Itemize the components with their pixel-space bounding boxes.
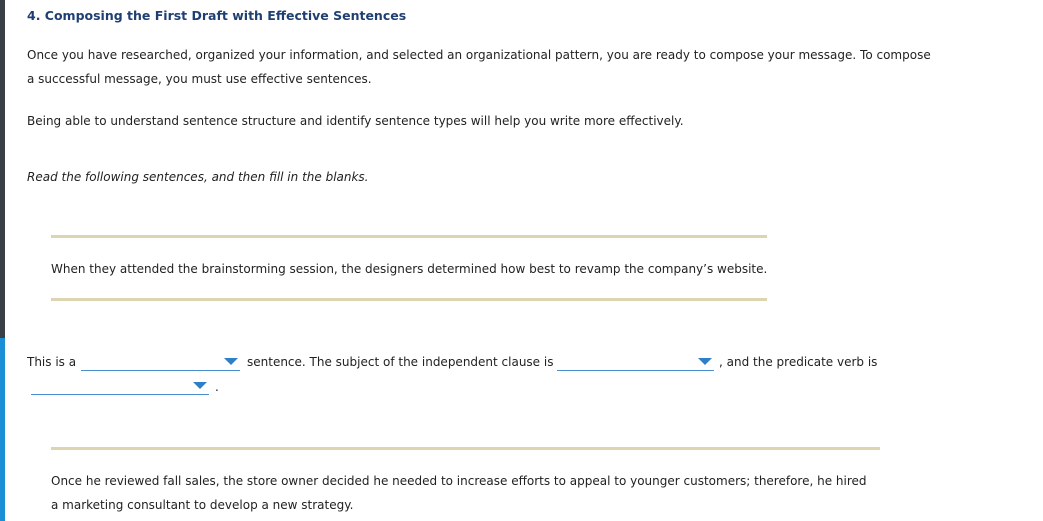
instruction-text: Read the following sentences, and then fill in the blanks.: [27, 170, 369, 184]
left-sidebar-strip: [0, 0, 5, 521]
sentence-structure-note: Being able to understand sentence structure and identify sentence types will help you write more effectively.: [27, 114, 684, 128]
question2-line-1: Once he reviewed fall sales, the store owner decided he needed to increase efforts to appeal to younger customers; therefore, he hired: [51, 474, 867, 488]
question2-line-2: a marketing consultant to develop a new strategy.: [51, 498, 354, 512]
left-sidebar-accent: [0, 338, 5, 521]
quote-top-divider: [51, 447, 880, 450]
caret-down-icon: [193, 382, 207, 389]
subject-dropdown[interactable]: [557, 354, 714, 371]
intro-paragraph: [27, 43, 931, 91]
caret-down-icon: [698, 358, 712, 365]
question1-prefix: This is a: [27, 355, 77, 369]
question2-sentence: [51, 469, 867, 517]
caret-down-icon: [224, 358, 238, 365]
question1-end: .: [215, 380, 219, 394]
question1-middle: sentence. The subject of the independent clause is: [247, 355, 554, 369]
question1-suffix: , and the predicate verb is: [719, 355, 878, 369]
quote-bottom-divider: [51, 298, 767, 301]
intro-line-2: a successful message, you must use effective sentences.: [27, 72, 372, 86]
question1-sentence: When they attended the brainstorming session, the designers determined how best to revamp the company’s website.: [51, 262, 768, 276]
section-heading: 4. Composing the First Draft with Effective Sentences: [27, 8, 407, 23]
quote-top-divider: [51, 235, 767, 238]
intro-line-1: Once you have researched, organized your information, and selected an organizational pattern, you are ready to compose your message. To compose: [27, 48, 931, 62]
predicate-verb-dropdown[interactable]: [31, 378, 209, 395]
sentence-type-dropdown[interactable]: [81, 354, 240, 371]
